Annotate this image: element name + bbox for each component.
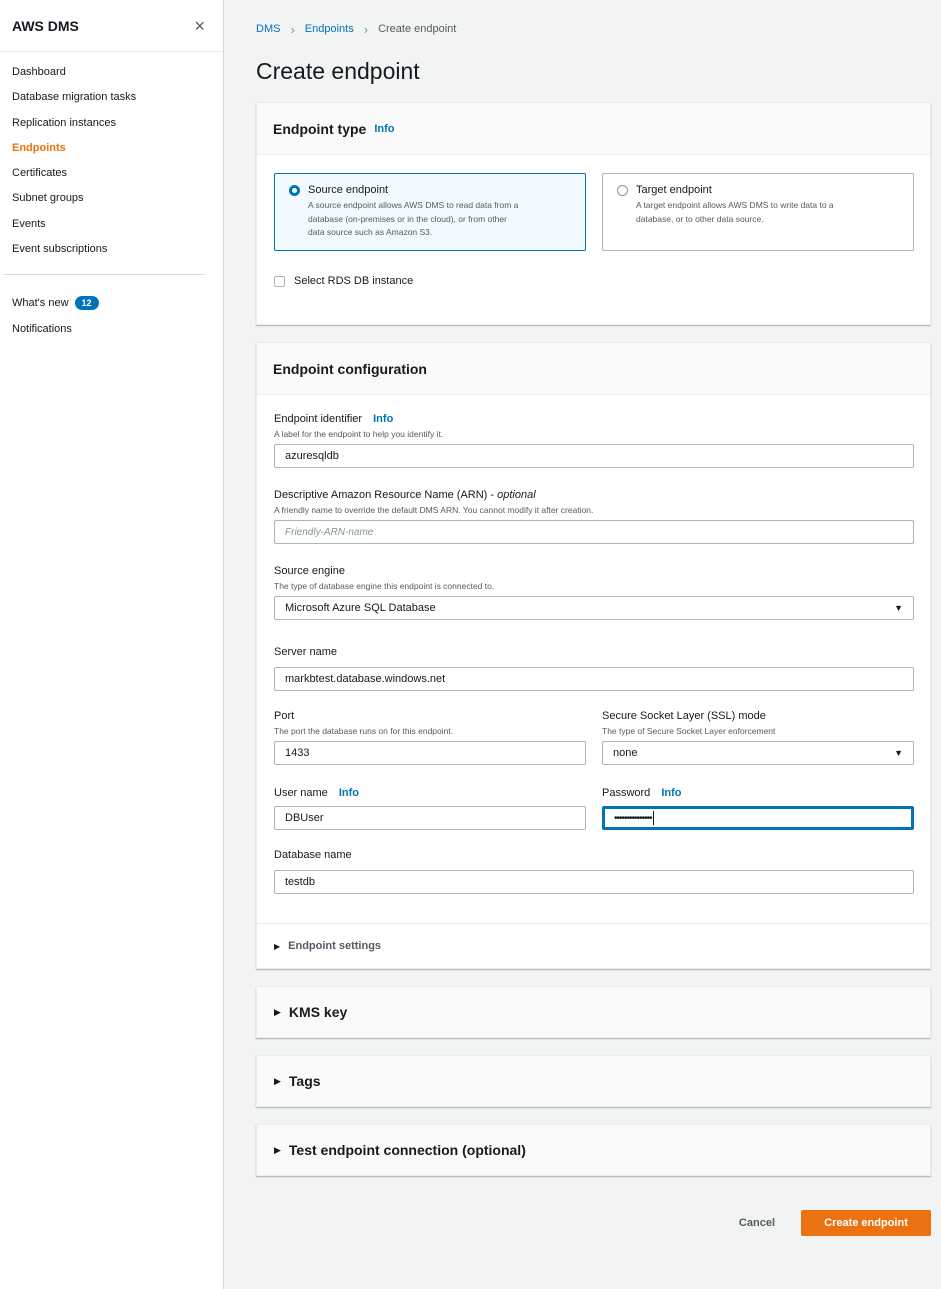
ssl-mode-description: The type of Secure Socket Layer enforcement <box>602 726 776 736</box>
breadcrumb-current: Create endpoint <box>378 23 457 35</box>
source-endpoint-tile[interactable] <box>274 173 586 251</box>
source-engine-value: Microsoft Azure SQL Database <box>285 602 436 614</box>
sidebar-item-notifications[interactable]: Notifications <box>12 322 72 335</box>
password-masked-value: ••••••••••••••• <box>614 812 652 824</box>
endpoint-configuration-panel <box>256 342 931 969</box>
endpoint-settings-label: Endpoint settings <box>288 940 382 952</box>
source-engine-description: The type of database engine this endpoint is connected to. <box>274 581 495 591</box>
tags-title: Tags <box>288 1073 321 1089</box>
port-label: Port <box>274 710 295 722</box>
ssl-mode-field <box>602 710 914 765</box>
whats-new-badge: 12 <box>75 296 99 310</box>
sidebar-item-certificates[interactable]: Certificates <box>12 167 68 180</box>
create-endpoint-button[interactable]: Create endpoint <box>801 1210 931 1236</box>
triangle-right-icon: ▶ <box>274 1144 281 1155</box>
arn-optional-label: optional <box>497 489 536 501</box>
test-endpoint-connection-section[interactable] <box>256 1124 931 1176</box>
target-endpoint-description <box>636 199 834 226</box>
sidebar-header <box>0 0 223 52</box>
password-info-link[interactable]: Info <box>661 787 682 799</box>
sidebar-item-replication-instances[interactable]: Replication instances <box>12 116 116 129</box>
endpoint-identifier-description: A label for the endpoint to help you identify it. <box>274 429 444 439</box>
triangle-right-icon: ▶ <box>274 1006 281 1017</box>
sidebar-item-whats-new[interactable] <box>0 291 223 316</box>
password-input[interactable] <box>602 806 914 830</box>
source-endpoint-desc-line: database (on-premises or in the cloud), or from other <box>308 213 507 224</box>
endpoint-type-panel <box>256 102 931 325</box>
select-rds-db-instance-label: Select RDS DB instance <box>294 275 414 287</box>
chevron-right-icon: › <box>363 21 369 37</box>
breadcrumb-endpoints[interactable]: Endpoints <box>304 23 354 35</box>
server-name-input[interactable]: markbtest.database.windows.net <box>274 667 914 691</box>
port-field <box>274 710 586 765</box>
sidebar-item-event-subscriptions[interactable]: Event subscriptions <box>12 243 108 256</box>
breadcrumb <box>256 21 456 37</box>
database-name-input[interactable]: testdb <box>274 870 914 894</box>
sidebar-item-database-migration-tasks[interactable]: Database migration tasks <box>12 91 137 104</box>
kms-key-section[interactable] <box>256 986 931 1038</box>
sidebar-item-subnet-groups[interactable]: Subnet groups <box>12 192 84 205</box>
target-endpoint-desc-line: A target endpoint allows AWS DMS to write data to a <box>636 200 834 210</box>
endpoint-configuration-title: Endpoint configuration <box>273 360 427 377</box>
form-actions <box>725 1210 931 1236</box>
endpoint-configuration-header <box>257 343 930 395</box>
cancel-button[interactable]: Cancel <box>725 1211 789 1235</box>
target-endpoint-label: Target endpoint <box>636 184 712 196</box>
arn-label-row <box>274 489 914 502</box>
arn-field <box>274 489 914 544</box>
source-engine-field <box>274 565 914 620</box>
triangle-right-icon: ▶ <box>274 941 281 951</box>
close-icon[interactable]: × <box>194 15 205 36</box>
endpoint-type-header <box>257 103 930 155</box>
kms-key-title: KMS key <box>288 1004 348 1020</box>
endpoint-type-title: Endpoint type <box>273 120 367 137</box>
arn-description: A friendly name to override the default DMS ARN. You cannot modify it after creation. <box>274 505 594 515</box>
chevron-right-icon: › <box>290 21 295 37</box>
source-endpoint-label: Source endpoint <box>308 184 389 196</box>
arn-label: Descriptive Amazon Resource Name (ARN) - <box>274 489 498 501</box>
user-name-info-link[interactable]: Info <box>338 787 360 799</box>
source-endpoint-description <box>308 199 518 240</box>
password-label: Password <box>602 787 651 799</box>
ssl-mode-select[interactable] <box>602 741 914 765</box>
user-name-input[interactable]: DBUser <box>274 806 586 830</box>
endpoint-identifier-label: Endpoint identifier <box>274 413 363 425</box>
password-field <box>602 787 914 830</box>
database-name-field <box>274 849 914 894</box>
sidebar-item-events[interactable]: Events <box>12 217 46 230</box>
endpoint-settings-expander[interactable] <box>257 923 930 968</box>
triangle-right-icon: ▶ <box>274 1075 281 1086</box>
sidebar-item-dashboard[interactable]: Dashboard <box>12 66 66 78</box>
select-rds-db-instance-checkbox[interactable] <box>274 276 285 287</box>
endpoint-identifier-field <box>274 413 914 468</box>
source-engine-label: Source engine <box>274 565 345 577</box>
target-endpoint-radio[interactable] <box>617 185 628 196</box>
ssl-mode-value: none <box>613 747 638 759</box>
target-endpoint-tile[interactable] <box>602 173 914 251</box>
breadcrumb-dms[interactable]: DMS <box>256 23 281 35</box>
server-name-field <box>274 646 914 691</box>
user-name-label: User name <box>274 787 328 799</box>
side-navigation <box>0 0 224 1289</box>
text-cursor <box>653 811 654 825</box>
password-label-row <box>602 787 914 800</box>
port-description: The port the database runs on for this endpoint. <box>274 726 454 736</box>
caret-down-icon: ▼ <box>894 603 903 613</box>
user-name-label-row <box>274 787 586 800</box>
ssl-mode-label: Secure Socket Layer (SSL) mode <box>602 710 766 722</box>
endpoint-type-info-link[interactable]: Info <box>374 122 395 135</box>
target-endpoint-desc-line: database, or to other data source. <box>636 213 764 224</box>
sidebar-title: AWS DMS <box>12 17 79 34</box>
arn-input[interactable]: Friendly-ARN-name <box>274 520 914 544</box>
source-engine-select[interactable] <box>274 596 914 620</box>
port-input[interactable]: 1433 <box>274 741 586 765</box>
source-endpoint-desc-line: data source such as Amazon S3. <box>308 227 433 237</box>
server-name-label: Server name <box>274 646 337 658</box>
caret-down-icon: ▼ <box>894 748 903 758</box>
sidebar-item-endpoints[interactable]: Endpoints <box>12 141 66 154</box>
page-title: Create endpoint <box>256 58 420 84</box>
database-name-label: Database name <box>274 849 352 861</box>
endpoint-identifier-input[interactable]: azuresqldb <box>274 444 914 468</box>
source-endpoint-desc-line: A source endpoint allows AWS DMS to read data from a <box>308 200 519 210</box>
select-rds-db-instance-row[interactable] <box>274 275 413 287</box>
tags-section[interactable] <box>256 1055 931 1107</box>
test-endpoint-connection-title: Test endpoint connection (optional) <box>288 1142 526 1158</box>
endpoint-identifier-label-row <box>274 413 914 426</box>
endpoint-identifier-info-link[interactable]: Info <box>373 413 394 425</box>
source-endpoint-radio[interactable] <box>289 185 300 196</box>
user-name-field <box>274 787 586 830</box>
sidebar-divider <box>4 274 205 275</box>
whats-new-label: What's new <box>12 297 69 310</box>
sidebar-nav <box>0 52 223 262</box>
